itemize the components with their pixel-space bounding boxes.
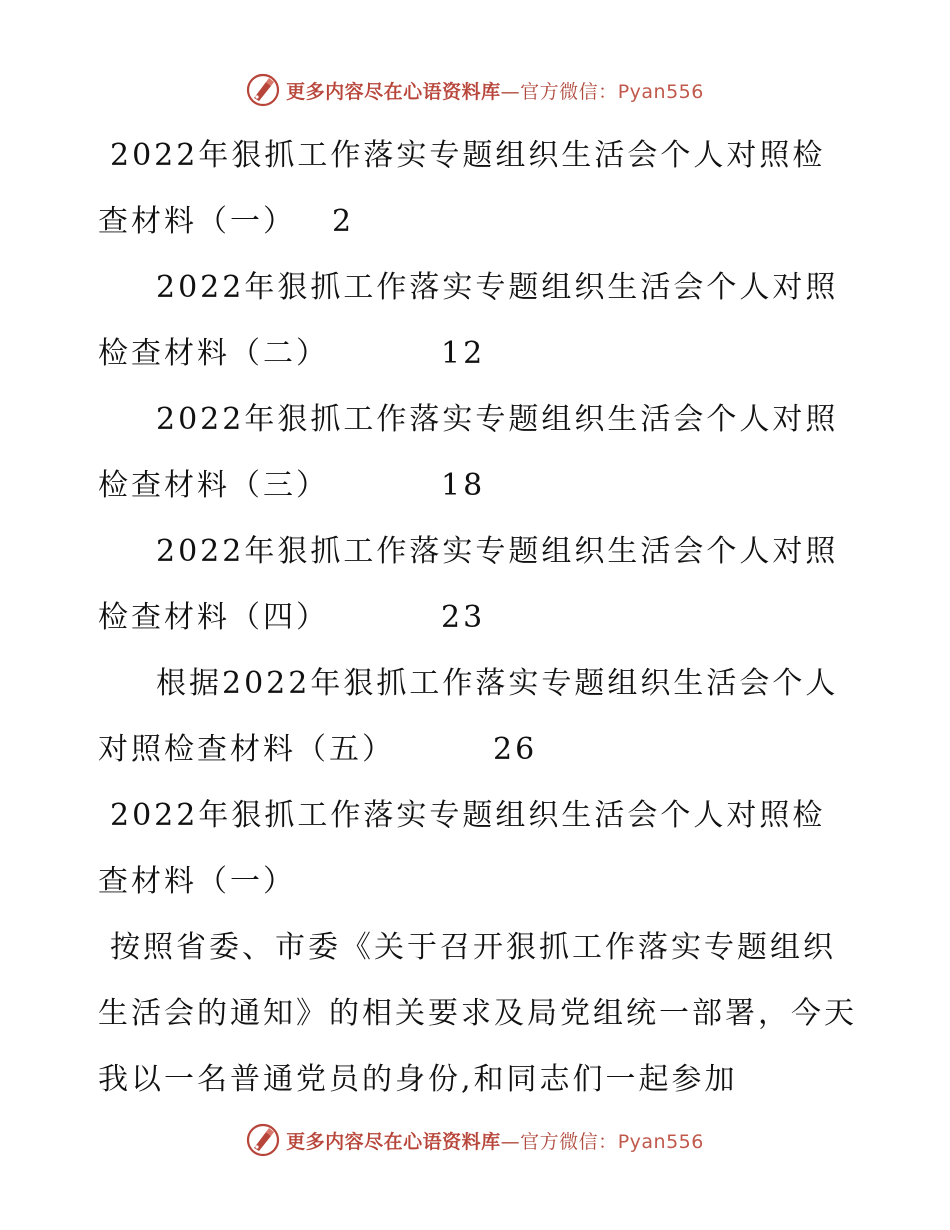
- toc-entry-title: 2022年狠抓工作落实专题组织生活会个人对照检查材料（三）: [98, 402, 839, 503]
- toc-entry-1[interactable]: [98, 123, 858, 255]
- banner-dash: —: [500, 1130, 521, 1153]
- toc-entry-title: 根据2022年狠抓工作落实专题组织生活会个人对照检查材料（五）: [98, 666, 839, 767]
- toc-entry-title: 2022年狠抓工作落实专题组织生活会个人对照检查材料（二）: [98, 270, 839, 371]
- section-title: 2022年狠抓工作落实专题组织生活会个人对照检查材料（一）: [98, 798, 826, 899]
- banner-wechat-id: Pyan556: [617, 80, 704, 103]
- banner-wechat-label: 官方微信：: [520, 1130, 618, 1153]
- toc-entry-2[interactable]: [98, 255, 858, 387]
- toc-entry-title: 2022年狠抓工作落实专题组织生活会个人对照检查材料（四）: [98, 534, 839, 635]
- toc-entry-page: 23: [441, 600, 486, 635]
- toc-entry-page: 2: [332, 204, 355, 239]
- document-content: [98, 123, 858, 1113]
- banner-site-text: 更多内容尽在心语资料库: [286, 80, 501, 103]
- banner-site-text: 更多内容尽在心语资料库: [286, 1130, 501, 1153]
- pen-logo-icon: [246, 73, 280, 107]
- toc-entry-3[interactable]: [98, 387, 858, 519]
- toc-entry-page: 12: [441, 336, 486, 371]
- header-banner: [0, 70, 950, 110]
- toc-entry-5[interactable]: [98, 651, 858, 783]
- toc-entry-4[interactable]: [98, 519, 858, 651]
- banner-wechat-id: Pyan556: [617, 1130, 704, 1153]
- pen-logo-icon: [246, 1123, 280, 1157]
- toc-entry-page: 18: [441, 468, 486, 503]
- banner-dash: —: [500, 80, 521, 103]
- body-paragraph: 按照省委、市委《关于召开狠抓工作落实专题组织生活会的通知》的相关要求及局党组统一部署，今天我以一名普通党员的身份,和同志们一起参加: [98, 930, 857, 1097]
- footer-banner: [0, 1120, 950, 1160]
- toc-entry-page: 26: [493, 732, 538, 767]
- toc-entry-title: 2022年狠抓工作落实专题组织生活会个人对照检查材料（一）: [98, 138, 826, 239]
- banner-wechat-label: 官方微信：: [520, 80, 618, 103]
